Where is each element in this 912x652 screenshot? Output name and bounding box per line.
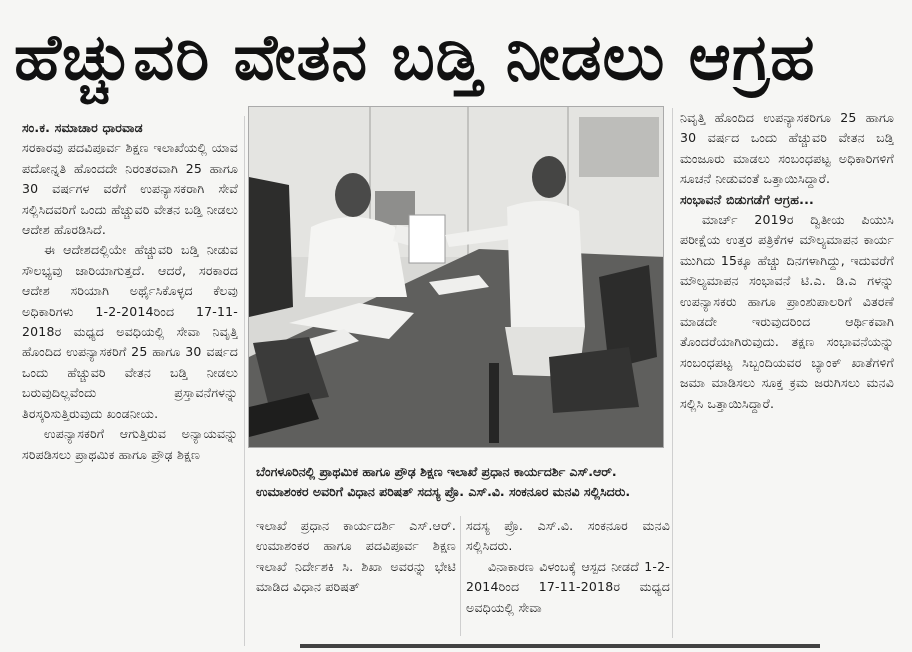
right-column	[680, 108, 894, 628]
paragraph: ವಿನಾಕಾರಣ ವಿಳಂಬಕ್ಕೆ ಆಸ್ಪದ ನೀಡದೆ 1-2-2014ರಿಂದ 17-11-2018ರ ಮಧ್ಯದ ಅವಧಿಯಲ್ಲಿ ಸೇವಾ	[466, 558, 670, 615]
next-article-edge	[300, 644, 820, 648]
photo-caption: ಬೆಂಗಳೂರಿನಲ್ಲಿ ಪ್ರಾಥಮಿಕ ಹಾಗೂ ಪ್ರೌಢ ಶಿಕ್ಷಣ ಇಲಾಖೆ ಪ್ರಧಾನ ಕಾರ್ಯದರ್ಶಿ ಎಸ್.ಆರ್. ಉಮಾಶಂಕರ ಅವರಿಗೆ ವಿಧಾನ ಪರಿಷತ್ ಸದಸ್ಯ ಪ್ರೊ. ಎಸ್.ವಿ. ಸಂಕನೂರ ಮನವಿ ಸಲ್ಲಿಸಿದರು.	[256, 464, 631, 499]
middle-column-2	[466, 516, 670, 636]
middle-column-1	[256, 516, 456, 636]
headline: ಹೆಚ್ಚುವರಿ ವೇತನ ಬಡ್ತಿ ನೀಡಲು ಆಗ್ರಹ	[14, 21, 816, 95]
column-divider	[244, 116, 245, 646]
paragraph: ಉಪನ್ಯಾಸಕರಿಗೆ ಆಗುತ್ತಿರುವ ಅನ್ಯಾಯವನ್ನು ಸರಿಪಡಿಸಲು ಪ್ರಾಥಮಿಕ ಹಾಗೂ ಪ್ರೌಢ ಶಿಕ್ಷಣ	[22, 426, 238, 462]
subheading: ಸಂಭಾವನೆ ಬಿಡುಗಡೆಗೆ ಆಗ್ರಹ...	[680, 191, 814, 207]
dateline: ಸಂ.ಕ. ಸಮಾಚಾರ ಧಾರವಾಡ	[22, 120, 143, 135]
paragraph: ಮಾರ್ಚ್ 2019ರ ದ್ವಿತೀಯ ಪಿಯುಸಿ ಪರೀಕ್ಷೆಯ ಉತ್ತರ ಪತ್ರಿಕೆಗಳ ಮೌಲ್ಯಮಾಪನ ಕಾರ್ಯ ಮುಗಿದು 15ಕ್ಕೂ ಹೆಚ್ಚು ದಿನಗಳಾಗಿದ್ದು, ಇದುವರೆಗೆ ಮೌಲ್ಯಮಾಪನ ಸಂಭಾವನೆ ಟಿ.ಎ. ಡಿ.ಎ ಗಳನ್ನು ಉಪನ್ಯಾಸಕರು ಹಾಗೂ ಪ್ರಾಂಶುಪಾಲರಿಗೆ ವಿತರಣೆ ಮಾಡದೇ ಇರುವುದರಿಂದ ಆರ್ಥಿಕವಾಗಿ ತೊಂದರೆಯಾಗಿರುವುದು. ತಕ್ಷಣ ಸಂಭಾವನೆಯನ್ನು ಸಂಬಂಧಪಟ್ಟ ಸಿಬ್ಬಂದಿಯವರ ಬ್ಯಾಂಕ್ ಖಾತೆಗಳಿಗೆ ಜಮಾ ಮಾಡಿಸಲು ಸೂಕ್ತ ಕ್ರಮ ಜರುಗಿಸಲು ಮನವಿ ಸಲ್ಲಿಸಿ ಒತ್ತಾಯಿಸಿದ್ದಾರೆ.	[680, 212, 894, 411]
column-divider	[460, 516, 461, 636]
column-divider	[672, 108, 673, 638]
left-column	[22, 118, 238, 650]
paragraph: ಸರಕಾರವು ಪದವಿಪೂರ್ವ ಶಿಕ್ಷಣ ಇಲಾಖೆಯಲ್ಲಿ ಯಾವ ಪದೋನ್ನತಿ ಹೊಂದದೇ ನಿರಂತರವಾಗಿ 25 ಹಾಗೂ 30 ವರ್ಷಗಳ ವರೆಗೆ ಉಪನ್ಯಾಸಕರಾಗಿ ಸೇವೆ ಸಲ್ಲಿಸಿದವರಿಗೆ ಒಂದು ಹೆಚ್ಚುವರಿ ವೇತನ ಬಡ್ತಿ ನೀಡಲು ಆದೇಶ ಹೊರಡಿಸಿದೆ.	[22, 140, 238, 238]
news-photo	[248, 106, 664, 448]
paragraph: ಸದಸ್ಯ ಪ್ರೊ. ಎಸ್.ವಿ. ಸಂಕನೂರ ಮನವಿ ಸಲ್ಲಿಸಿದರು.	[466, 518, 670, 554]
paragraph: ನಿವೃತ್ತಿ ಹೊಂದಿದ ಉಪನ್ಯಾಸಕರಿಗೂ 25 ಹಾಗೂ 30 ವರ್ಷದ ಒಂದು ಹೆಚ್ಚುವರಿ ವೇತನ ಬಡ್ತಿ ಮಂಜೂರು ಮಾಡಲು ಸಂಬಂಧಪಟ್ಟ ಅಧಿಕಾರಿಗಳಿಗೆ ಸೂಚನೆ ನೀಡುವಂತೆ ಒತ್ತಾಯಿಸಿದ್ದಾರೆ.	[680, 110, 894, 187]
paragraph: ಈ ಆದೇಶದಲ್ಲಿಯೇ ಹೆಚ್ಚುವರಿ ಬಡ್ತಿ ನೀಡುವ ಸೌಲಭ್ಯವು ಜಾರಿಯಾಗುತ್ತದೆ. ಆದರೆ, ಸರಕಾರದ ಆದೇಶ ಸರಿಯಾಗಿ ಅರ್ಥೈಸಿಕೊಳ್ಳದ ಕೆಲವು ಅಧಿಕಾರಿಗಳು 1-2-2014ರಿಂದ 17-11-2018ರ ಮಧ್ಯದ ಅವಧಿಯಲ್ಲಿ ಸೇವಾ ನಿವೃತ್ತಿ ಹೊಂದಿದ ಉಪನ್ಯಾಸಕರಿಗೆ 25 ಹಾಗೂ 30 ವರ್ಷದ ಒಂದು ಹೆಚ್ಚುವರಿ ವೇತನ ಬಡ್ತಿ ನೀಡಲು ಬರುವುದಿಲ್ಲವೆಂದು ಪ್ರಸ್ತಾವನೆಗಳನ್ನು ತಿರಸ್ಕರಿಸುತ್ತಿರುವುದು ಖಂಡನೀಯ.	[22, 242, 238, 421]
paragraph: ಇಲಾಖೆ ಪ್ರಧಾನ ಕಾರ್ಯದರ್ಶಿ ಎಸ್.ಆರ್. ಉಮಾಶಂಕರ ಹಾಗೂ ಪದವಿಪೂರ್ವ ಶಿಕ್ಷಣ ಇಲಾಖೆ ನಿರ್ದೇಶಕಿ ಸಿ. ಶಿಖಾ ಅವರನ್ನು ಭೇಟಿ ಮಾಡಿದ ವಿಧಾನ ಪರಿಷತ್	[256, 518, 456, 595]
photo-illustration	[249, 107, 664, 448]
